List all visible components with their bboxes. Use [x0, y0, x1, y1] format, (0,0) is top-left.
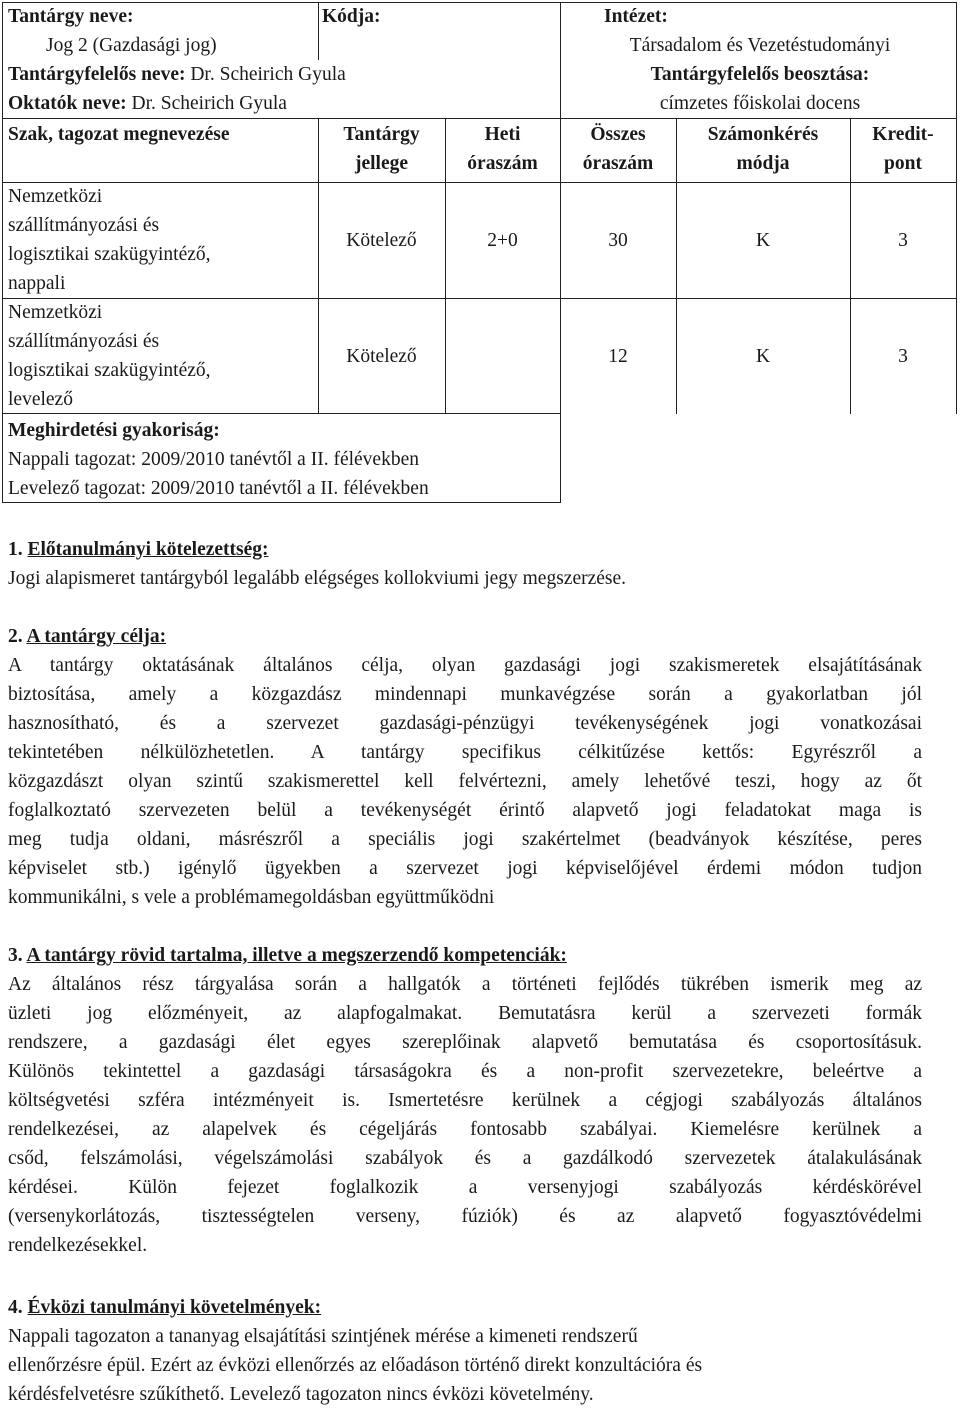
program-line: nappali — [8, 273, 66, 294]
section-heading — [8, 622, 922, 651]
section-number: 4. — [8, 1297, 23, 1318]
institute-label: Intézet: — [604, 6, 668, 27]
program-line: Nemzetközi — [8, 186, 103, 207]
text-line: képviselet stb.) igénylő ügyekben a szervezet jogi képviselőjével érdemi módon tudjon — [8, 858, 922, 879]
text-line: rendelkezésekkel. — [8, 1235, 148, 1256]
program-line: logisztikai szakügyintéző, — [8, 244, 211, 265]
program-line: szállítmányozási és — [8, 215, 160, 236]
subject-name-value: Jog 2 (Gazdasági jog) — [46, 35, 217, 56]
section-number: 2. — [8, 626, 23, 647]
text-line: biztosítása, amely a közgazdász mindennapi munkavégzése során a gyakorlatban jól — [8, 684, 922, 705]
table-row-1-program — [8, 182, 211, 298]
section-heading — [8, 535, 922, 564]
responsible-line — [8, 60, 346, 89]
text-line: rendelkezései, az alapelvek és cégeljárás fontosabb szabályai. Kiemelésre kerülnek a — [8, 1119, 922, 1140]
table-row-2-exam: K — [755, 346, 771, 367]
text-line: közgazdászt olyan szintű szakismerettel kell felvértezni, amely lehetővé teszi, hogy az őt — [8, 771, 922, 792]
responsible-position-label: Tantárgyfelelős beosztása: — [650, 64, 870, 85]
section-body — [8, 1322, 922, 1409]
table-row-1-total: 30 — [608, 230, 628, 251]
section-number: 1. — [8, 539, 23, 560]
text-line: foglalkoztató szervezeten belül a tevékenységét érintő alapvető jogi feladatokat maga is — [8, 800, 922, 821]
text-line: kommunikálni, s vele a problémamegoldásban együttműködni — [8, 887, 495, 908]
teachers-line — [8, 89, 287, 118]
table-row-2-nature: Kötelező — [346, 346, 417, 367]
text-line: Különös tekintettel a gazdasági társaságokra és a non-profit szervezetekre, beleértve a — [8, 1061, 922, 1082]
col-credit-header-2: pont — [884, 153, 922, 174]
table-row-2-total: 12 — [608, 346, 628, 367]
col-total-header-1: Összes — [590, 124, 646, 145]
section-title: A tantárgy célja: — [26, 626, 167, 647]
section-heading — [8, 1293, 922, 1322]
text-line: meg tudja oldani, másrészről a speciális jogi szakértelmet (beadványok készítése, peres — [8, 829, 922, 850]
code-label: Kódja: — [322, 6, 381, 27]
section-title: Évközi tanulmányi követelmények: — [27, 1297, 322, 1318]
text-line: A tantárgy oktatásának általános célja, olyan gazdasági jogi szakismeretek elsajátításának — [8, 655, 922, 676]
text-line: kérdései. Külön fejezet foglalkozik a versenyjogi szabályozás kérdéskörével — [8, 1177, 922, 1198]
text-line: Az általános rész tárgyalása során a hallgatók a történeti fejlődés tükrében ismerik meg az — [8, 974, 922, 995]
section-body — [8, 970, 922, 1260]
text-line: költségvetési szféra intézményeit is. Ismertetésre kerülnek a cégjogi szabályozás általános — [8, 1090, 922, 1111]
table-row-2-program — [8, 298, 211, 414]
table-row-1-exam: K — [755, 230, 771, 251]
col-credit-header-1: Kredit- — [872, 124, 934, 145]
col-weekly-header-2: óraszám — [467, 153, 538, 174]
col-weekly-header-1: Heti — [484, 124, 521, 145]
col-program-header: Szak, tagozat megnevezése — [8, 124, 230, 145]
text-line: Nappali tagozaton a tananyag elsajátítási szintjének mérése a kimeneti rendszerű — [8, 1326, 638, 1347]
section-title: A tantárgy rövid tartalma, illetve a megszerzendő kompetenciák: — [26, 945, 567, 966]
text-line: üzleti jog előzményeit, az alapfogalmakat. Bemutatásra kerül a szervezeti formák — [8, 1003, 922, 1024]
text-line: ellenőrzésre épül. Ezért az évközi ellenőrzés az előadáson történő direkt konzultációra és — [8, 1355, 703, 1376]
teachers-value: Dr. Scheirich Gyula — [131, 93, 287, 114]
col-exam-header-2: módja — [736, 153, 790, 174]
section-content — [8, 941, 922, 1260]
col-nature-header-2: jellege — [354, 153, 409, 174]
program-line: szállítmányozási és — [8, 331, 160, 352]
program-line: Nemzetközi — [8, 302, 103, 323]
frequency-line-correspondence: Levelező tagozat: 2009/2010 tanévtől a II. félévekben — [8, 478, 429, 499]
section-body — [8, 564, 922, 593]
text-line: hasznosítható, és a szervezet gazdasági-pénzügyi tevékenységének jogi vonatkozásai — [8, 713, 922, 734]
section-heading — [8, 941, 922, 970]
text-line: (versenykorlátozás, tisztességtelen verseny, fúziók) és az alapvető fogyasztóvédelmi — [8, 1206, 922, 1227]
frequency-line-day: Nappali tagozat: 2009/2010 tanévtől a II. félévekben — [8, 449, 419, 470]
institute-value: Társadalom és Vezetéstudományi — [629, 35, 891, 56]
text-line: rendszere, a gazdasági élet egyes szereplőinak alapvető bemutatása és csoportosításuk. — [8, 1032, 922, 1053]
table-row-1-weekly: 2+0 — [487, 230, 518, 251]
subject-name-label: Tantárgy neve: — [8, 6, 134, 27]
table-row-1-nature: Kötelező — [346, 230, 417, 251]
text-line: kérdésfelvetésre szűkíthető. Levelező tagozaton nincs évközi követelmény. — [8, 1384, 594, 1405]
responsible-value: Dr. Scheirich Gyula — [190, 64, 346, 85]
col-exam-header-1: Számonkérés — [707, 124, 819, 145]
responsible-label: Tantárgyfelelős neve: — [8, 64, 186, 85]
section-prerequisites — [8, 535, 922, 593]
col-total-header-2: óraszám — [582, 153, 654, 174]
responsible-position-value: címzetes főiskolai docens — [659, 93, 861, 114]
section-title: Előtanulmányi kötelezettség: — [27, 539, 269, 560]
col-nature-header-1: Tantárgy — [343, 124, 420, 145]
text-line: Jogi alapismeret tantárgyból legalább elégséges kollokviumi jegy megszerzése. — [8, 568, 627, 589]
text-line: csőd, felszámolási, végelszámolási szabályok és a gazdálkodó szervezetek átalakulásának — [8, 1148, 922, 1169]
program-line: levelező — [8, 389, 73, 410]
frequency-label: Meghirdetési gyakoriság: — [8, 420, 220, 441]
section-goal — [8, 622, 922, 912]
table-row-1-credit: 3 — [898, 230, 908, 251]
section-body — [8, 651, 922, 912]
section-requirements — [8, 1293, 922, 1409]
program-line: logisztikai szakügyintéző, — [8, 360, 211, 381]
section-number: 3. — [8, 945, 23, 966]
text-line: tekintetében nélkülözhetetlen. A tantárgy specifikus célkitűzése kettős: Egyrészről a — [8, 742, 922, 763]
teachers-label: Oktatók neve: — [8, 93, 127, 114]
table-row-2-credit: 3 — [898, 346, 908, 367]
